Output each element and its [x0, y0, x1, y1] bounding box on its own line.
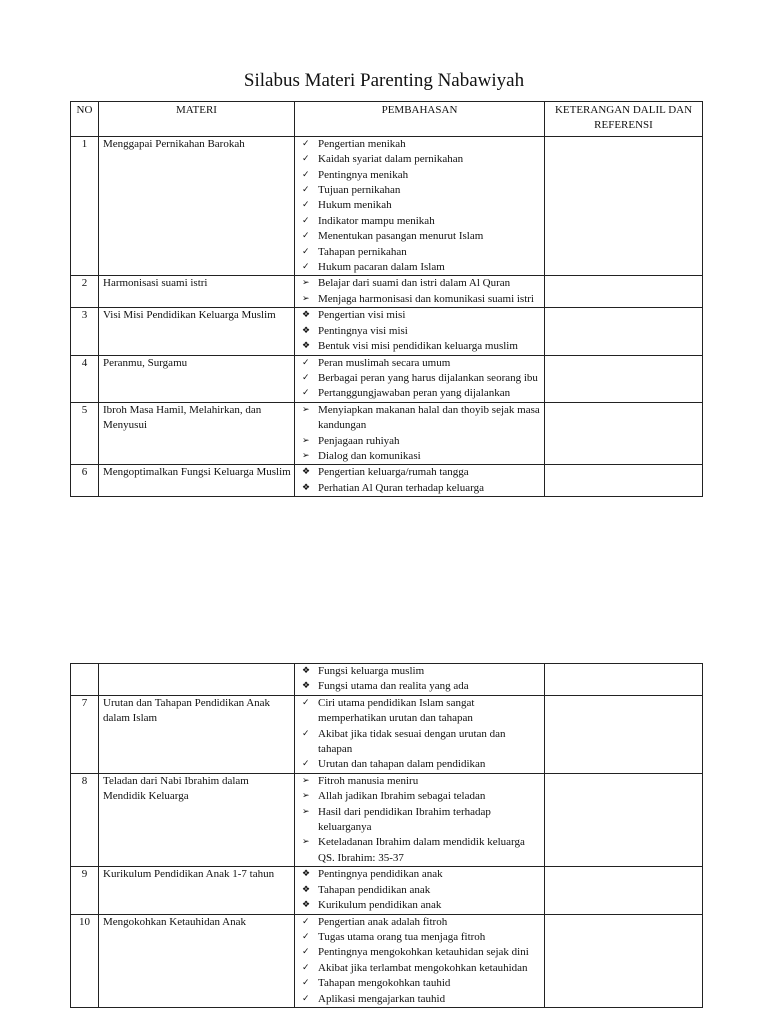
check-bullet-icon: ✓: [302, 759, 310, 770]
row-number: 2: [71, 276, 99, 308]
check-bullet-icon: ✓: [302, 931, 310, 942]
topic-item: [299, 245, 541, 260]
check-bullet-icon: ✓: [302, 200, 310, 211]
topic-text: Kaidah syariat dalam pernikahan: [318, 153, 464, 166]
topic-text: Pentingnya pendidikan anak: [318, 868, 443, 881]
topic-text: Pertanggungjawaban peran yang dijalankan: [318, 387, 511, 400]
pembahasan-cell: [295, 402, 545, 465]
topic-text: Tahapan mengokohkan tauhid: [318, 977, 451, 990]
syllabus-table: [70, 101, 703, 497]
topic-item: [299, 930, 541, 945]
check-bullet-icon: ✓: [302, 728, 310, 739]
arrow-bullet-icon: ➢: [302, 435, 310, 446]
table-header-row: [71, 102, 703, 137]
topic-text: Tahapan pernikahan: [318, 245, 407, 258]
topic-item: [299, 867, 541, 882]
keterangan-cell: [545, 355, 703, 402]
pembahasan-cell: [295, 276, 545, 308]
topic-text: Menyiapkan makanan halal dan thoyib sejak masa kandungan: [318, 403, 540, 432]
topic-item: [299, 696, 541, 727]
diamond-bullet-icon: ❖: [302, 341, 311, 352]
topic-text: Pentingnya visi misi: [318, 324, 408, 337]
topic-text: Dialog dan komunikasi: [318, 449, 421, 462]
check-bullet-icon: ✓: [302, 357, 310, 368]
topic-item: [299, 789, 541, 804]
topic-text: Hasil dari pendidikan Ibrahim terhadap keluarganya: [318, 805, 491, 834]
topic-list: [299, 308, 541, 354]
topic-item: [299, 992, 541, 1007]
topic-item: [299, 183, 541, 198]
pembahasan-cell: [295, 355, 545, 402]
topic-text: Berbagai peran yang harus dijalankan seorang ibu: [318, 371, 538, 384]
syllabus-table-continued: [70, 663, 703, 1008]
topic-item: [299, 276, 541, 291]
check-bullet-icon: ✓: [302, 215, 310, 226]
topic-list: [299, 664, 541, 695]
arrow-bullet-icon: ➢: [302, 450, 310, 461]
keterangan-cell: [545, 695, 703, 773]
materi-cell: Teladan dari Nabi Ibrahim dalam Mendidik Keluarga: [99, 773, 295, 866]
topic-item: [299, 229, 541, 244]
diamond-bullet-icon: ❖: [302, 900, 311, 911]
row-number: 6: [71, 465, 99, 497]
pembahasan-cell: [295, 867, 545, 914]
check-bullet-icon: ✓: [302, 388, 310, 399]
topic-text: Ciri utama pendidikan Islam sangat memperhatikan urutan dan tahapan: [318, 696, 475, 725]
topic-item: [299, 339, 541, 354]
topic-text: Peran muslimah secara umum: [318, 356, 451, 369]
check-bullet-icon: ✓: [302, 372, 310, 383]
row-number: 8: [71, 773, 99, 866]
topic-text: Tahapan pendidikan anak: [318, 883, 431, 896]
topic-item: [299, 465, 541, 480]
topic-item: [299, 198, 541, 213]
topic-item: [299, 664, 541, 679]
row-number: 3: [71, 308, 99, 355]
topic-text: Fungsi keluarga muslim: [318, 665, 425, 677]
topic-text: Pengertian keluarga/rumah tangga: [318, 466, 469, 479]
materi-cell: Harmonisasi suami istri: [99, 276, 295, 308]
topic-text: Menentukan pasangan menurut Islam: [318, 230, 484, 243]
pembahasan-cell: [295, 664, 545, 696]
check-bullet-icon: ✓: [302, 246, 310, 257]
topic-list: [299, 403, 541, 465]
keterangan-cell: [545, 465, 703, 497]
check-bullet-icon: ✓: [302, 962, 310, 973]
topic-item: [299, 371, 541, 386]
table-row: [71, 402, 703, 465]
topic-text: Keteladanan Ibrahim dalam mendidik keluarga QS. Ibrahim: 35-37: [318, 836, 525, 864]
pembahasan-cell: [295, 465, 545, 497]
arrow-bullet-icon: ➢: [302, 791, 310, 802]
keterangan-cell: [545, 276, 703, 308]
diamond-bullet-icon: ❖: [302, 482, 311, 493]
keterangan-cell: [545, 136, 703, 276]
topic-text: Belajar dari suami dan istri dalam Al Quran: [318, 277, 511, 290]
topic-item: [299, 898, 541, 913]
topic-list: [299, 137, 541, 276]
check-bullet-icon: ✓: [302, 978, 310, 989]
topic-text: Urutan dan tahapan dalam pendidikan: [318, 758, 486, 771]
arrow-bullet-icon: ➢: [302, 775, 310, 786]
materi-cell: Kurikulum Pendidikan Anak 1-7 tahun: [99, 867, 295, 914]
materi-cell: Peranmu, Surgamu: [99, 355, 295, 402]
header-keterangan: KETERANGAN DALIL DAN REFERENSI: [545, 102, 703, 137]
table-body: [71, 664, 703, 1008]
arrow-bullet-icon: ➢: [302, 293, 310, 304]
topic-item: [299, 386, 541, 401]
diamond-bullet-icon: ❖: [302, 310, 311, 321]
topic-text: Menjaga harmonisasi dan komunikasi suami istri: [318, 292, 534, 305]
materi-cell: Visi Misi Pendidikan Keluarga Muslim: [99, 308, 295, 355]
topic-item: [299, 945, 541, 960]
topic-item: [299, 883, 541, 898]
topic-list: [299, 696, 541, 773]
topic-item: [299, 324, 541, 339]
check-bullet-icon: ✓: [302, 169, 310, 180]
keterangan-cell: [545, 308, 703, 355]
topic-item: [299, 915, 541, 930]
table-row: [71, 355, 703, 402]
materi-cell: [99, 664, 295, 696]
topic-text: Akibat jika terlambat mengokohkan ketauhidan: [318, 961, 528, 974]
keterangan-cell: [545, 914, 703, 1007]
check-bullet-icon: ✓: [302, 262, 310, 273]
materi-cell: Mengokohkan Ketauhidan Anak: [99, 914, 295, 1007]
keterangan-cell: [545, 402, 703, 465]
topic-list: [299, 915, 541, 1007]
topic-item: [299, 356, 541, 371]
topic-item: [299, 434, 541, 449]
topic-text: Pentingnya mengokohkan ketauhidan sejak dini: [318, 946, 529, 959]
topic-item: [299, 260, 541, 275]
topic-item: [299, 403, 541, 434]
topic-item: [299, 679, 541, 694]
row-number: 7: [71, 695, 99, 773]
table-row: [71, 914, 703, 1007]
topic-item: [299, 152, 541, 167]
check-bullet-icon: ✓: [302, 185, 310, 196]
table-row: [71, 136, 703, 276]
topic-text: Indikator mampu menikah: [318, 214, 435, 227]
topic-item: [299, 168, 541, 183]
keterangan-cell: [545, 773, 703, 866]
arrow-bullet-icon: ➢: [302, 278, 310, 289]
check-bullet-icon: ✓: [302, 993, 310, 1004]
pembahasan-cell: [295, 136, 545, 276]
row-number: [71, 664, 99, 696]
table-row: [71, 773, 703, 866]
table-body: [71, 136, 703, 496]
topic-text: Pengertian menikah: [318, 137, 406, 150]
table-row: [71, 695, 703, 773]
topic-item: [299, 774, 541, 789]
topic-item: [299, 292, 541, 307]
diamond-bullet-icon: ❖: [302, 869, 311, 880]
table-row: [71, 867, 703, 914]
topic-item: [299, 961, 541, 976]
topic-item: [299, 137, 541, 152]
topic-item: [299, 727, 541, 758]
topic-item: [299, 449, 541, 464]
pembahasan-cell: [295, 773, 545, 866]
row-number: 4: [71, 355, 99, 402]
row-number: 1: [71, 136, 99, 276]
diamond-bullet-icon: ❖: [302, 666, 311, 676]
header-pembahasan: PEMBAHASAN: [295, 102, 545, 137]
topic-text: Hukum menikah: [318, 199, 392, 212]
topic-item: [299, 757, 541, 772]
check-bullet-icon: ✓: [302, 947, 310, 958]
pembahasan-cell: [295, 308, 545, 355]
page-title: Silabus Materi Parenting Nabawiyah: [243, 70, 525, 91]
topic-item: [299, 805, 541, 836]
topic-text: Penjagaan ruhiyah: [318, 434, 400, 447]
topic-text: Tujuan pernikahan: [318, 184, 401, 197]
header-no: NO: [71, 102, 99, 137]
row-number: 9: [71, 867, 99, 914]
topic-text: Fitroh manusia meniru: [318, 774, 419, 787]
topic-text: Bentuk visi misi pendidikan keluarga muslim: [318, 340, 518, 353]
topic-text: Allah jadikan Ibrahim sebagai teladan: [318, 790, 486, 803]
table-row: [71, 664, 703, 696]
diamond-bullet-icon: ❖: [302, 325, 311, 336]
table-row: [71, 465, 703, 497]
header-materi: MATERI: [99, 102, 295, 137]
keterangan-cell: [545, 867, 703, 914]
topic-list: [299, 276, 541, 307]
table-row: [71, 276, 703, 308]
topic-text: Pengertian anak adalah fitroh: [318, 915, 448, 928]
diamond-bullet-icon: ❖: [302, 681, 311, 692]
arrow-bullet-icon: ➢: [302, 837, 310, 848]
topic-text: Kurikulum pendidikan anak: [318, 899, 442, 912]
row-number: 5: [71, 402, 99, 465]
materi-cell: Urutan dan Tahapan Pendidikan Anak dalam Islam: [99, 695, 295, 773]
keterangan-cell: [545, 664, 703, 696]
topic-text: Hukum pacaran dalam Islam: [318, 261, 445, 274]
topic-list: [299, 465, 541, 496]
materi-cell: Ibroh Masa Hamil, Melahirkan, dan Menyusui: [99, 402, 295, 465]
topic-list: [299, 356, 541, 402]
topic-list: [299, 867, 541, 913]
topic-item: [299, 308, 541, 323]
check-bullet-icon: ✓: [302, 154, 310, 165]
table-row: [71, 308, 703, 355]
topic-text: Aplikasi mengajarkan tauhid: [318, 992, 446, 1005]
check-bullet-icon: ✓: [302, 231, 310, 242]
check-bullet-icon: ✓: [302, 697, 310, 708]
arrow-bullet-icon: ➢: [302, 806, 310, 817]
check-bullet-icon: ✓: [302, 138, 310, 149]
row-number: 10: [71, 914, 99, 1007]
pembahasan-cell: [295, 914, 545, 1007]
topic-text: Akibat jika tidak sesuai dengan urutan dan tahapan: [318, 727, 506, 756]
diamond-bullet-icon: ❖: [302, 467, 311, 478]
topic-text: Tugas utama orang tua menjaga fitroh: [318, 930, 486, 943]
topic-item: [299, 214, 541, 229]
pembahasan-cell: [295, 695, 545, 773]
check-bullet-icon: ✓: [302, 916, 310, 927]
topic-list: [299, 774, 541, 866]
materi-cell: Mengoptimalkan Fungsi Keluarga Muslim: [99, 465, 295, 497]
topic-text: Fungsi utama dan realita yang ada: [318, 680, 469, 693]
topic-text: Pengertian visi misi: [318, 309, 406, 322]
topic-item: [299, 481, 541, 496]
diamond-bullet-icon: ❖: [302, 884, 311, 895]
topic-text: Pentingnya menikah: [318, 168, 409, 181]
topic-item: [299, 976, 541, 991]
materi-cell: Menggapai Pernikahan Barokah: [99, 136, 295, 276]
topic-item: [299, 835, 541, 866]
topic-text: Perhatian Al Quran terhadap keluarga: [318, 481, 484, 494]
arrow-bullet-icon: ➢: [302, 404, 310, 415]
